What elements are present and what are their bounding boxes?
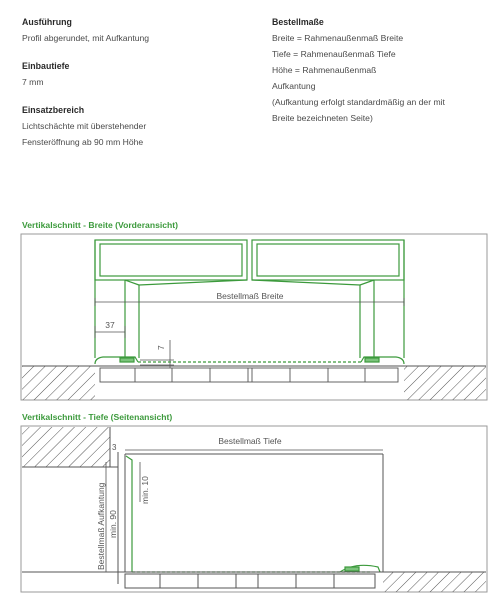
dim-37-label: 37 bbox=[105, 320, 115, 330]
drawing2-title: Vertikalschnitt - Tiefe (Seitenansicht) bbox=[22, 412, 173, 422]
ground-left-hatch bbox=[22, 366, 95, 400]
dim-min10-label: min. 10 bbox=[140, 476, 150, 504]
bestellmasse-line-4: Aufkantung bbox=[272, 81, 316, 91]
dim-7-label: 7 bbox=[156, 345, 166, 350]
dim-min90-label: min. 90 bbox=[108, 510, 118, 538]
spec-right-column bbox=[272, 14, 487, 126]
grate-profile bbox=[95, 357, 404, 364]
einsatzbereich-heading: Einsatzbereich bbox=[22, 105, 85, 115]
spec-left-column bbox=[22, 14, 262, 150]
ausfuehrung-value: Profil abgerundet, mit Aufkantung bbox=[22, 33, 150, 43]
bestellmasse-line-5: (Aufkantung erfolgt standardmäßig an der mit bbox=[272, 97, 445, 107]
dim-tiefe-label: Bestellmaß Tiefe bbox=[218, 436, 282, 446]
bestellmasse-line-1: Breite = Rahmenaußenmaß Breite bbox=[272, 33, 404, 43]
bestellmasse-line-2: Tiefe = Rahmenaußenmaß Tiefe bbox=[272, 49, 396, 59]
grate-side-profile bbox=[126, 456, 380, 572]
drawing1-title: Vertikalschnitt - Breite (Vorderansicht) bbox=[22, 220, 179, 230]
ground-right-hatch bbox=[404, 366, 486, 400]
einbautiefe-value: 7 mm bbox=[22, 77, 44, 87]
shaft-side-outline bbox=[125, 454, 383, 572]
drawing2-side-view bbox=[0, 422, 494, 594]
bestellmasse-line-3: Höhe = Rahmenaußenmaß bbox=[272, 65, 377, 75]
einsatzbereich-line-1: Lichtschächte mit überstehender bbox=[22, 121, 147, 131]
dim-breite-label: Bestellmaß Breite bbox=[216, 291, 284, 301]
dim-7 bbox=[140, 340, 174, 368]
bestellmasse-heading: Bestellmaße bbox=[272, 17, 324, 27]
dim-3-label: 3 bbox=[112, 443, 117, 452]
wall-top-hatch bbox=[22, 427, 110, 467]
einsatzbereich-line-2: Fensteröffnung ab 90 mm Höhe bbox=[22, 137, 144, 147]
drawing1-front-view bbox=[0, 230, 494, 402]
bestellmasse-line-6: Breite bezeichneten Seite) bbox=[272, 113, 373, 123]
ausfuehrung-heading: Ausführung bbox=[22, 17, 72, 27]
ground-right-hatch-2 bbox=[383, 572, 486, 592]
grate-bars bbox=[100, 368, 398, 382]
dim-aufkantung-label: Bestellmaß Aufkantung bbox=[96, 482, 106, 570]
einbautiefe-heading: Einbautiefe bbox=[22, 61, 70, 71]
